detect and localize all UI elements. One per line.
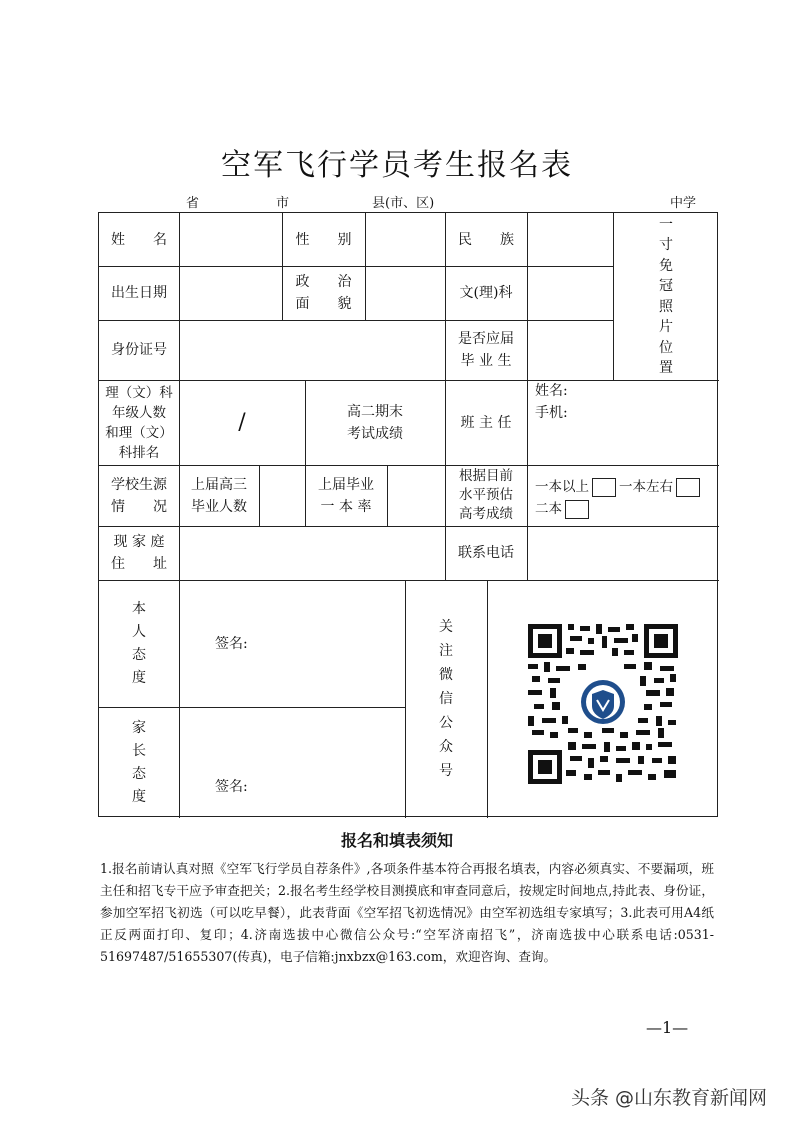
address-label: 现 家 庭 住 址 — [111, 534, 167, 572]
id-number-label: 身份证号 — [111, 342, 167, 358]
self-attitude-label: 本 人 态 度 — [132, 600, 146, 686]
self-signature-label: 签名: — [215, 635, 248, 652]
contact-phone-field[interactable] — [527, 526, 719, 580]
exam-score-label: 高二期末 考试成绩 — [347, 403, 403, 442]
parent-attitude-label: 家 长 态 度 — [132, 719, 146, 805]
county-label: 县(市、区) — [372, 196, 435, 211]
photo-position — [613, 213, 719, 380]
fresh-graduate-label: 是否应届 毕 业 生 — [458, 331, 514, 369]
name-label: 姓 名 — [111, 231, 167, 248]
rank-label: 理（文）科 年级人数 和理（文） 科排名 — [105, 384, 173, 461]
photo-label-char: 照 — [659, 298, 673, 315]
name-field[interactable] — [179, 213, 282, 266]
last-rate-field[interactable] — [387, 465, 445, 526]
school-source-label: 学校生源 情 况 — [111, 476, 167, 515]
contact-phone-label: 联系电话 — [458, 545, 514, 561]
photo-label-char: 免 — [659, 257, 673, 274]
photo-label-char: 冠 — [659, 278, 673, 294]
option-3-checkbox[interactable] — [565, 500, 589, 519]
estimate-options — [527, 465, 719, 526]
parent-signature-label: 签名: — [215, 779, 248, 795]
birth-date-field[interactable] — [179, 266, 282, 320]
track-field[interactable] — [527, 266, 613, 320]
head-teacher-field[interactable] — [527, 380, 719, 465]
option-1-label: 一本以上 — [535, 479, 589, 495]
wechat-follow-label: 关 注 微 信 公 众 号 — [439, 619, 453, 779]
track-label: 文(理)科 — [459, 285, 513, 301]
option-1-checkbox[interactable] — [592, 478, 616, 497]
city-label: 市 — [276, 196, 290, 211]
gender-label: 性 别 — [295, 231, 352, 248]
birth-date-label: 出生日期 — [111, 285, 167, 301]
teacher-name-label: 姓名: — [535, 383, 568, 399]
political-status-field[interactable] — [365, 266, 445, 320]
wechat-qr-code[interactable] — [528, 624, 678, 784]
last-graduates-field[interactable] — [259, 465, 305, 526]
notice-text: 1.报名前请认真对照《空军飞行学员自荐条件》,各项条件基本符合再报名填表，内容必须真实、不要漏项，班主任和招飞专干应予审查把关；2.报名考生经学校目测摸底和审查同意后，按规定时间地点,持此表、身份证，参加空军招飞初选（可以吃早餐），此表背面《空军招飞初选情况》由空军初选组专家填写；3.此表可用A4纸正反两面打印、复印；4.济南选拔中心微信公众号:“空军济南招飞”，济南选拔中心联系电话:0531-51697487/51655307(传真)，电子信箱:jnxbzx@163.com，欢迎咨询、查询。 — [100, 861, 714, 964]
option-2-checkbox[interactable] — [676, 478, 700, 497]
last-rate-label: 上届毕业 一 本 率 — [318, 476, 374, 515]
photo-label-char: 置 — [659, 360, 673, 376]
page-number: —1— — [646, 1018, 689, 1037]
rank-field[interactable]: / — [238, 409, 246, 435]
parent-signature-field[interactable] — [179, 707, 405, 818]
photo-label-char: 一 — [659, 216, 673, 233]
teacher-phone-label: 手机: — [535, 405, 568, 421]
option-2-label: 一本左右 — [619, 479, 673, 495]
head-teacher-label: 班 主 任 — [460, 414, 512, 431]
notice-title: 报名和填表须知 — [340, 831, 453, 850]
watermark: 头条 @山东教育新闻网 — [571, 1087, 768, 1109]
form-title: 空军飞行学员考生报名表 — [221, 148, 573, 183]
photo-label-char: 寸 — [659, 237, 673, 253]
gender-field[interactable] — [365, 213, 445, 266]
id-number-field[interactable] — [179, 320, 445, 380]
ethnicity-field[interactable] — [527, 213, 613, 266]
ethnicity-label: 民 族 — [458, 231, 514, 248]
political-status-label: 政 治 面 貌 — [295, 274, 352, 312]
option-3-label: 二本 — [535, 501, 562, 517]
estimate-label: 根据目前 水平预估 高考成绩 — [459, 468, 513, 522]
fresh-graduate-field[interactable] — [527, 320, 613, 380]
photo-label-char: 片 — [659, 319, 673, 335]
self-signature-field[interactable] — [179, 580, 405, 707]
last-graduates-label: 上届高三 毕业人数 — [191, 476, 247, 515]
school-label: 中学 — [670, 196, 697, 211]
address-field[interactable] — [179, 526, 445, 580]
photo-label-char: 位 — [659, 339, 673, 356]
province-label: 省 — [186, 196, 200, 211]
